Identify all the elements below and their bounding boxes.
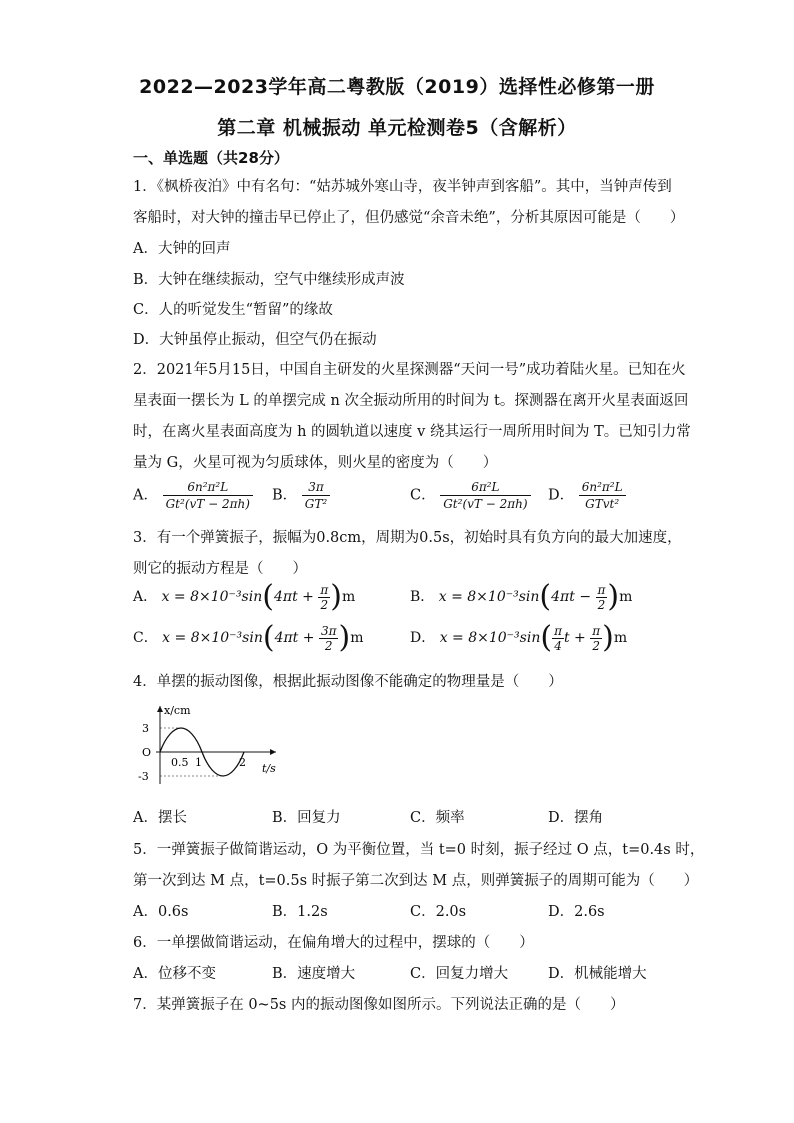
q3-option-c-denominator: 2: [324, 638, 333, 653]
q6-option-a: A．位移不变: [133, 966, 216, 982]
q1-stem-line2: 客船时，对大钟的撞击早已停止了，但仍感觉“余音未绝”，分析其原因可能是（ ）: [133, 210, 685, 226]
q2-option-b-label: B．: [272, 487, 298, 504]
q2-option-a-numerator: 6n²π²L: [163, 480, 253, 496]
q3-option-d-expr: x = 8×10⁻³sin: [439, 630, 541, 646]
q3-stem-line2: 则它的振动方程是（ ）: [133, 561, 307, 577]
q3-option-a: A． x = 8×10⁻³sin(4πt + $\frac{\pi}{2}$ )m: [133, 579, 356, 614]
graph-y-min-label: -3: [138, 770, 149, 783]
q5-option-d: D．2.6s: [548, 904, 605, 920]
graph-origin-label: O: [142, 746, 152, 759]
q2-option-b-fraction: [302, 480, 330, 511]
q3-option-b-inner: 4πt −: [551, 589, 592, 605]
q3-option-a-fraction: [318, 583, 330, 612]
q3-option-b-fraction: [596, 583, 608, 612]
q2-option-a-denominator: Gt²(vT − 2πh): [165, 497, 250, 511]
q2-stem-line2: 星表面一摆长为 L 的单摆完成 n 次全振动所用的时间为 t。探测器在离开火星表面返回: [133, 393, 689, 409]
q4-option-c: C．频率: [410, 810, 465, 826]
q2-option-d-fraction: [579, 480, 626, 511]
q1-option-d: D．大钟虽停止振动，但空气仍在振动: [133, 332, 377, 348]
q3-option-d-fraction1: [552, 624, 564, 653]
q3-option-c-numerator: 3π: [320, 623, 337, 638]
q1-stem-line1: 1．《枫桥夜泊》中有名句：“姑苏城外寒山寺，夜半钟声到客船”。其中，当钟声传到: [133, 179, 672, 195]
q5-option-c: C．2.0s: [410, 904, 467, 920]
q2-option-a-fraction: [163, 480, 253, 511]
q2-option-a-label: A．: [133, 487, 158, 504]
q3-option-c-label: C．: [133, 630, 158, 646]
q3-option-c-expr: x = 8×10⁻³sin: [162, 630, 263, 646]
q3-option-d-unit: m: [613, 630, 628, 646]
graph-y-label: x/cm: [164, 704, 191, 717]
q6-option-d: D．机械能增大: [548, 966, 647, 982]
q2-option-a: [133, 480, 253, 511]
q3-option-b-label: B．: [410, 589, 435, 605]
q2-option-d-numerator: 6n²π²L: [579, 480, 626, 496]
graph-x-tick-0_5: 0.5: [171, 756, 189, 769]
q2-stem-line1: 2．2021年5月15日，中国自主研发的火星探测器“天问一号”成功着陆火星。已知在火: [133, 362, 686, 378]
graph-x-label: t/s: [262, 762, 276, 775]
section-heading: 一、单选题（共28分）: [133, 149, 289, 167]
q3-option-b-unit: m: [619, 589, 633, 605]
q4-option-a: A．摆长: [133, 810, 187, 826]
q2-option-c-denominator: Gt²(vT − 2πh): [443, 497, 528, 511]
q3-stem-line1: 3．有一个弹簧振子，振幅为0.8cm，周期为0.5s，初始时具有负方向的最大加速度，: [133, 530, 682, 546]
q3-option-b: B． x = 8×10⁻³sin(4πt − $\frac{\pi}{2}$ )m: [410, 579, 633, 614]
q5-stem-line2: 第一次到达 M 点，t=0.5s 时振子第二次到达 M 点，则弹簧振子的周期可能为（ ）: [133, 873, 699, 889]
q3-option-d-label: D．: [410, 630, 436, 646]
q4-option-b: B．回复力: [272, 810, 341, 826]
q3-option-d-fraction2: [590, 624, 602, 653]
q1-option-b: B．大钟在继续振动，空气中继续形成声波: [133, 272, 405, 288]
q3-option-c-fraction: [319, 624, 339, 653]
q2-stem-line4: 量为 G，火星可视为匀质球体，则火星的密度为（ ）: [133, 455, 498, 471]
q3-option-c-inner: 4πt +: [274, 630, 315, 646]
q3-option-b-numerator: π: [597, 582, 606, 597]
q3-option-a-inner: 4πt +: [273, 589, 314, 605]
q3-option-a-denominator: 2: [320, 597, 329, 612]
q2-option-c-numerator: 6π²L: [440, 480, 530, 496]
q2-option-c-label: C．: [410, 487, 436, 504]
q2-option-b-denominator: GT²: [304, 497, 328, 511]
q3-option-d-numerator1: π: [554, 623, 562, 638]
q3-option-d-inner: t +: [563, 630, 586, 646]
q3-option-b-denominator: 2: [597, 597, 606, 612]
doc-title-line2: 第二章 机械振动 单元检测卷5（含解析）: [217, 117, 577, 139]
q3-option-d-denominator1: 4: [554, 638, 562, 653]
q7-stem-line1: 7．某弹簧振子在 0~5s 内的振动图像如图所示。下列说法正确的是（ ）: [133, 997, 625, 1013]
q4-oscillation-graph: [128, 700, 288, 792]
q1-option-c: C．人的听觉发生“暂留”的缘故: [133, 302, 333, 318]
q6-option-c: C．回复力增大: [410, 966, 509, 982]
q2-option-d: [548, 480, 626, 511]
q1-option-a: A．大钟的回声: [133, 241, 231, 257]
q2-option-d-label: D．: [548, 487, 575, 504]
q3-option-a-label: A．: [133, 589, 158, 605]
q3-option-a-expr: x = 8×10⁻³sin: [161, 589, 263, 605]
q4-option-d: D．摆角: [548, 810, 604, 826]
q5-option-a: A．0.6s: [133, 904, 189, 920]
q2-option-d-denominator: GTvt²: [585, 497, 620, 511]
q5-stem-line1: 5．一弹簧振子做简谐运动，O 为平衡位置，当 t=0 时刻，振子经过 O 点，t=0.4s 时，: [133, 842, 705, 858]
doc-title-line1: 2022—2023学年高二粤教版（2019）选择性必修第一册: [139, 76, 655, 98]
q2-option-b-numerator: 3π: [302, 480, 330, 496]
q3-option-a-unit: m: [341, 589, 356, 605]
q6-stem-line1: 6．一单摆做简谐运动，在偏角增大的过程中，摆球的（ ）: [133, 935, 534, 951]
q4-stem-line1: 4．单摆的振动图像，根据此振动图像不能确定的物理量是（ ）: [133, 674, 563, 690]
q2-option-b: [272, 480, 330, 511]
q3-option-b-expr: x = 8×10⁻³sin: [438, 589, 540, 605]
q2-option-c-fraction: [440, 480, 530, 511]
q3-option-a-numerator: π: [320, 582, 329, 597]
graph-x-tick-1: 1: [195, 756, 202, 769]
q3-option-d-numerator2: π: [592, 623, 601, 638]
q2-option-c: [410, 480, 531, 511]
q3-option-d: D． x = 8×10⁻³sin( $\frac{\pi}{4}$ t + $\frac{\pi}{2}$ )m: [410, 620, 628, 655]
q3-option-c: C． x = 8×10⁻³sin(4πt + $\frac{3\pi}{2}$ )m: [133, 620, 364, 655]
q2-stem-line3: 时，在离火星表面高度为 h 的圆轨道以速度 v 绕其运行一周所用时间为 T。已知引力常: [133, 424, 691, 440]
q6-option-b: B．速度增大: [272, 966, 356, 982]
q3-option-c-unit: m: [350, 630, 364, 646]
q5-option-b: B．1.2s: [272, 904, 328, 920]
q3-option-d-denominator2: 2: [592, 638, 600, 653]
graph-x-tick-2: 2: [239, 756, 246, 769]
graph-y-max-label: 3: [142, 722, 149, 735]
